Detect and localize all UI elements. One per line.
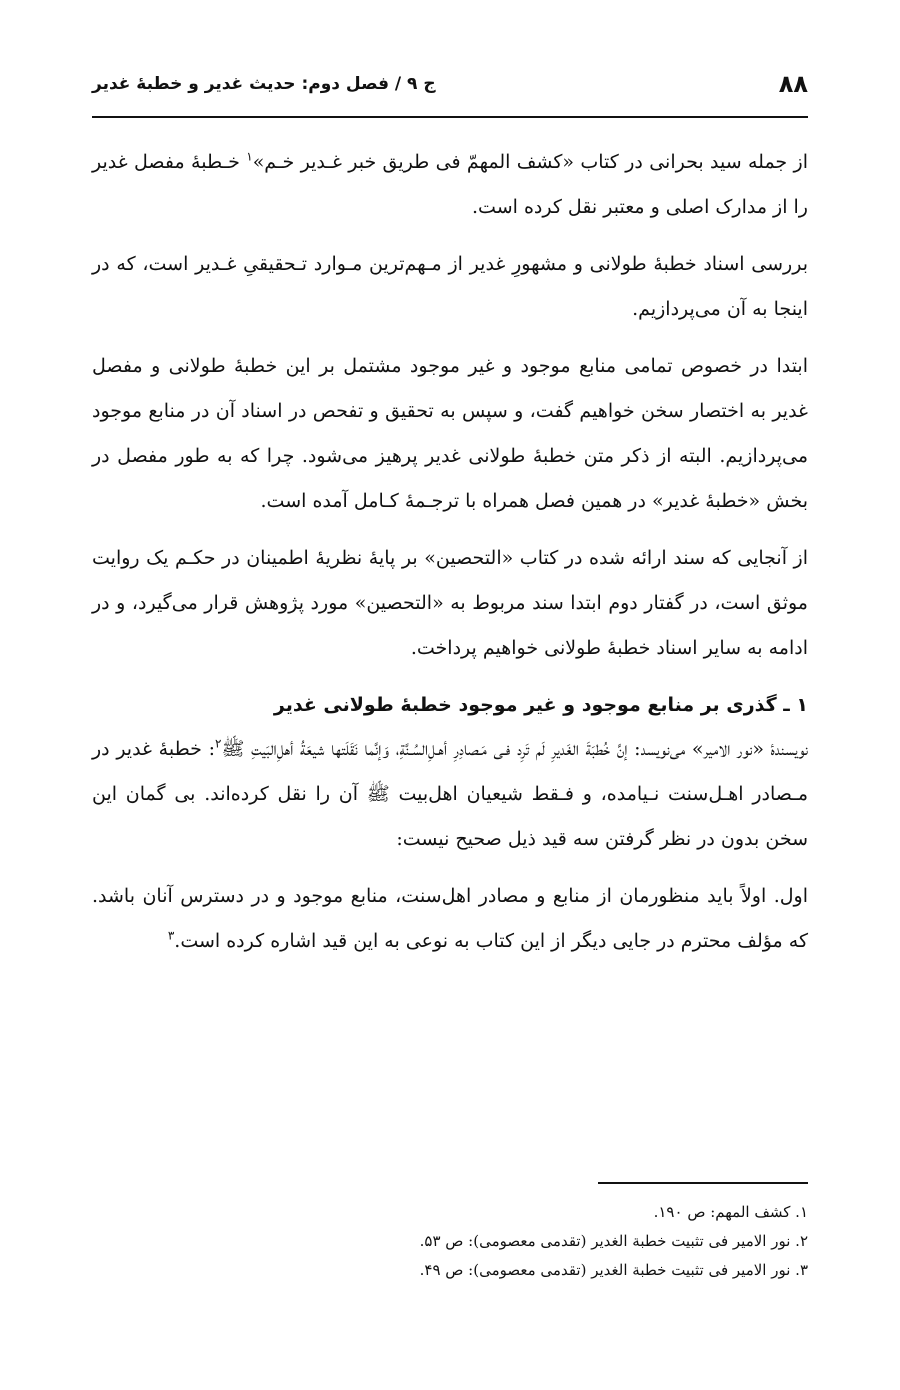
- section-heading: ۱ ـ گذری بر منابع موجود و غیر موجود خطبهٔ طولانی غدیر: [273, 694, 808, 716]
- paragraph-6: [92, 874, 808, 964]
- footnote-2: ۲. نور الامیر فی تثبیت خطبة الغدیر (تقدمی معصومی): ص ۵۳.: [419, 1232, 808, 1250]
- footnote-divider: [598, 1182, 808, 1184]
- paragraph-1: [92, 140, 808, 230]
- header-divider: [92, 116, 808, 118]
- paragraph-1-rest: خـطبهٔ مفصل غدیر را از مدارک اصلی و معتبر نقل کرده است.: [92, 151, 808, 218]
- footnote-ref-2: ۲: [215, 736, 222, 751]
- footnote-ref-1: ۱: [246, 149, 253, 164]
- paragraph-2: بررسی اسناد خطبهٔ طولانی و مشهورِ غدیر از مـهم‌ترین مـوارد تـحقیقیِ غـدیر است، که در اینجا به آن می‌پردازیم.: [92, 253, 808, 320]
- footnote-ref-3: ۳: [167, 928, 175, 943]
- paragraph-6-text: اول. اولاً باید منظورمان از منابع و مصادر اهل‌سنت، منابع موجود و در دسترس آنان باشد. که مؤلف محترم در جایی دیگر از این کتاب به نوعی به این قید اشاره کرده است.: [92, 885, 808, 952]
- paragraph-1-text: از جمله سید بحرانی در کتاب «کشف المهمّ فی طریق خبر غـدیر خـم»: [252, 151, 808, 173]
- paragraph-4: از آنجایی که سند ارائه شده در کتاب «التحصین» بر پایهٔ نظریهٔ اطمینان در حکـم یک روایت موثق است، در گفتار دوم ابتدا سند مربوط به «التحصین» مورد پژوهش قرار می‌گیرد، و در ادامه به سایر اسناد خطبهٔ طولانی خواهیم پرداخت.: [92, 547, 808, 659]
- page-header: [92, 68, 808, 108]
- paragraph-3: ابتدا در خصوص تمامی منابع موجود و غیر موجود مشتمل بر این خطبهٔ طولانی و مفصل غدیر به اختصار سخن خواهیم گفت، و سپس به تحقیق و تفحص در اسناد آن در منابع موجود می‌پردازیم. البته از ذکر متن خطبهٔ طولانی غدیر پرهیز می‌شود. چرا که به طور مفصل در بخش «خطبهٔ غدیر» در همین فصل همراه با ترجـمهٔ کـامل آمده است.: [92, 355, 808, 512]
- footnote-3: ۳. نور الامیر فی تثبیت خطبة الغدیر (تقدمی معصومی): ص ۴۹.: [419, 1261, 808, 1279]
- paragraph-5: [92, 727, 808, 862]
- footnotes: [92, 1198, 808, 1285]
- footnote-1: ۱. کشف المهم: ص ۱۹۰.: [653, 1203, 808, 1221]
- main-text: [92, 140, 808, 964]
- paragraph-5-text: نویسندهٔ «نور الامیر» می‌نویسد: إنَّ خُطبَةَ الغَدیرِ لَم تَرِد فـی مَـصادِرِ أهـلِ‌السُـنَّةِ، وَإنَّما نَقَلَتها شیعَةُ أهلِ‌البَیتِ ﷺ: [221, 738, 808, 760]
- running-title: ج ۹ / فصل دوم: حدیث غدیر و خطبهٔ غدیر: [92, 74, 436, 94]
- paragraph-5-rest: : خطبهٔ غدیر در مـصادر اهـل‌سنت نـیامده، و فـقط شیعیان اهل‌بیت ﷺ آن را نقل کرده‌اند. بی گمان این سخن بدون در نظر گرفتن سه قید ذیل صحیح نیست:: [92, 738, 808, 850]
- page-number: ۸۸: [778, 70, 808, 98]
